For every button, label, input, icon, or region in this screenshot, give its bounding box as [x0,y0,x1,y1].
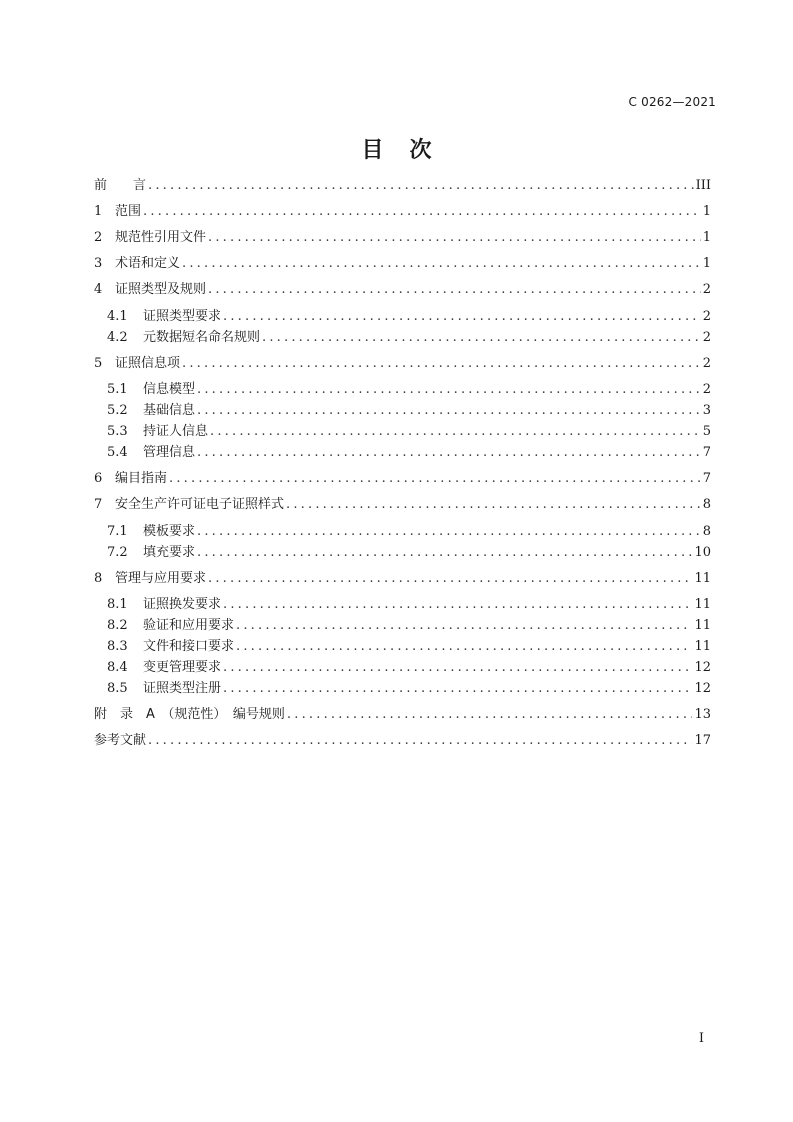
toc-entry-number: 3 [94,256,103,271]
toc-entry-number: 4.2 [107,330,128,345]
toc-dot-leader [223,309,701,324]
toc-entry-page: 12 [694,681,711,696]
toc-entry-label: 规范性引用文件 [115,230,207,245]
toc-entry-number: 8.2 [107,618,128,633]
toc-entry-number: 5 [94,356,103,371]
toc-entry-label: 证照类型及规则 [115,282,207,297]
toc-entry-page: 8 [702,497,711,512]
toc-entry-number: 1 [94,204,103,219]
toc-entry-page: 17 [694,733,711,748]
toc-entry-number: 8 [94,571,103,586]
toc-dot-leader [197,445,701,460]
page-number: I [698,1031,704,1046]
document-code: C 0262—2021 [628,95,716,109]
toc-entry-label: 参考文献 [94,733,147,748]
toc-entry[interactable] [94,541,711,560]
toc-entry[interactable] [94,593,711,612]
toc-entry[interactable] [94,420,711,439]
toc-entry-page: 1 [702,256,711,271]
toc-entry-page: 2 [702,356,711,371]
toc-entry-page: 1 [702,204,711,219]
toc-entry[interactable] [94,729,711,748]
toc-entry-number: 6 [94,471,103,486]
toc-dot-leader [148,733,692,748]
toc-entry-number: 5.2 [107,403,128,418]
toc-dot-leader [236,639,692,654]
toc-dot-leader [197,545,692,560]
toc-dot-leader [197,382,701,397]
toc-entry-label: 元数据短名命名规则 [143,330,261,345]
toc-dot-leader [143,204,701,219]
toc-entry-number: 4.1 [107,309,128,324]
toc-entry-number: 5.1 [107,382,128,397]
toc-dot-leader [210,424,701,439]
toc-entry-number: 7.2 [107,545,128,560]
toc-dot-leader [197,524,701,539]
toc-dot-leader [148,178,694,193]
toc-entry-label: 术语和定义 [115,256,181,271]
toc-entry-page: 2 [702,282,711,297]
toc-entry-page: 5 [702,424,711,439]
toc-entry-number: 4 [94,282,103,297]
toc-entry-page: 11 [694,597,711,612]
toc-dot-leader [262,330,701,345]
toc-entry-label: 安全生产许可证电子证照样式 [115,497,285,512]
toc-entry-page: 7 [702,445,711,460]
toc-entry-label: 变更管理要求 [143,660,222,675]
toc-entry[interactable] [94,441,711,460]
toc-entry-label: 填充要求 [143,545,196,560]
toc-entry-label: 管理信息 [143,445,196,460]
toc-entry-page: 12 [694,660,711,675]
toc-entry[interactable] [94,378,711,397]
toc-entry[interactable] [94,614,711,633]
toc-entry[interactable] [94,174,711,193]
toc-entry-label: 证照类型要求 [143,309,222,324]
toc-entry[interactable] [94,200,711,219]
toc-dot-leader [208,230,701,245]
toc-entry[interactable] [94,567,711,586]
toc-dot-leader [182,356,701,371]
toc-entry-page: 2 [702,309,711,324]
toc-dot-leader [197,403,701,418]
toc-dot-leader [223,681,692,696]
toc-entry-label: 编目指南 [115,471,168,486]
toc-entry-label: 前 言 [94,178,147,193]
toc-entry-label: 证照类型注册 [143,681,222,696]
page-title: 目次 [361,138,458,163]
toc-entry[interactable] [94,677,711,696]
toc-dot-leader [223,660,692,675]
toc-entry-number: 2 [94,230,103,245]
toc-entry-label: 附 录 A （规范性） 编号规则 [94,707,285,722]
toc-entry[interactable] [94,305,711,324]
toc-entry-number: 7.1 [107,524,128,539]
toc-entry-number: 8.5 [107,681,128,696]
toc-entry[interactable] [94,467,711,486]
toc-entry-page: 11 [694,571,711,586]
toc-entry[interactable] [94,520,711,539]
toc-entry-page: III [695,178,711,193]
toc-entry-number: 8.1 [107,597,128,612]
toc-dot-leader [287,707,693,722]
toc-dot-leader [169,471,701,486]
toc-entry-page: 7 [702,471,711,486]
toc-entry[interactable] [94,493,711,512]
toc-entry-page: 11 [694,618,711,633]
toc-entry-label: 基础信息 [143,403,196,418]
toc-dot-leader [286,497,701,512]
toc-entry-label: 证照换发要求 [143,597,222,612]
toc-entry-number: 8.4 [107,660,128,675]
toc-entry-number: 8.3 [107,639,128,654]
toc-dot-leader [208,571,692,586]
toc-dot-leader [208,282,701,297]
toc-entry-label: 文件和接口要求 [143,639,235,654]
toc-entry-page: 8 [702,524,711,539]
toc-entry-page: 2 [702,330,711,345]
toc-entry-label: 验证和应用要求 [143,618,235,633]
toc-entry[interactable] [94,252,711,271]
toc-entry-page: 2 [702,382,711,397]
toc-entry-label: 持证人信息 [143,424,209,439]
toc-entry[interactable] [94,635,711,654]
toc-entry[interactable] [94,226,711,245]
toc-entry-page: 10 [694,545,711,560]
toc-entry-label: 信息模型 [143,382,196,397]
toc-entry[interactable] [94,326,711,345]
toc-entry-page: 11 [694,639,711,654]
toc-entry[interactable] [94,656,711,675]
toc-entry[interactable] [94,703,711,722]
toc-entry-label: 证照信息项 [115,356,181,371]
toc-entry-page: 3 [702,403,711,418]
toc-entry[interactable] [94,278,711,297]
toc-dot-leader [182,256,701,271]
toc-entry-page: 1 [702,230,711,245]
toc-entry-page: 13 [694,707,711,722]
toc-entry[interactable] [94,399,711,418]
toc-entry-number: 5.3 [107,424,128,439]
toc-dot-leader [223,597,692,612]
toc-entry-label: 模板要求 [143,524,196,539]
toc-entry[interactable] [94,352,711,371]
toc-entry-number: 7 [94,497,103,512]
toc-entry-label: 范围 [115,204,142,219]
toc-entry-number: 5.4 [107,445,128,460]
toc-entry-label: 管理与应用要求 [115,571,207,586]
toc-dot-leader [236,618,692,633]
